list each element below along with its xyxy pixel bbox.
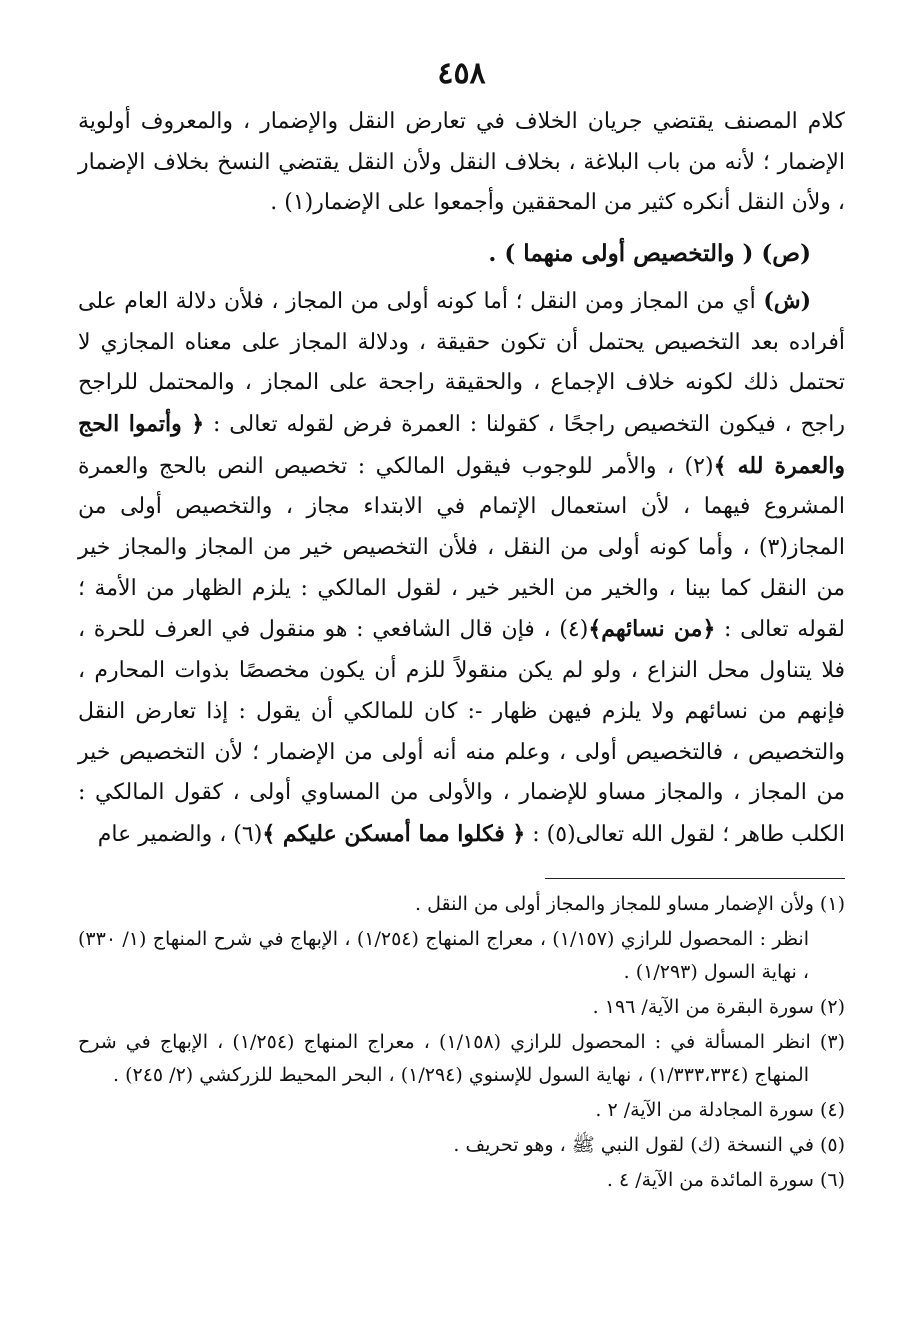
quran-quote-3: ﴿ فكلوا مما أمسكن عليكم ﴾ xyxy=(262,820,526,847)
footnote-2: (٢) سورة البقرة من الآية/ ١٩٦ . xyxy=(592,996,845,1018)
page-number: ٤٥٨ xyxy=(437,56,486,91)
paragraph-1: كلام المصنف يقتضي جريان الخلاف في تعارض النقل والإضمار ، والمعروف أولوية الإضمار ؛ لأنه من باب البلاغة ، بخلاف النقل ولأن النقل يقتضي النسخ بخلاف الإضمار ، ولأن النقل أنكره كثير من المحققين وأجمعوا على الإضمار(١) . xyxy=(78,109,846,216)
paragraph-2-part-c: (٤) ، فإن قال الشافعي : هو منقول في العرف للحرة ، فلا يتناول محل النزاع ، ولو لم يكن منقولاً للزم أن يكون مخصصًا بذوات المحارم ، فإنهم من نسائهم ولا يلزم فيهن ظهار -: كان للمالكي أن يقول : إذا تعارض النقل والتخصيص ، فالتخصيص أولى ، وعلم منه أنه أولى من الإضمار ؛ لأن التخصيص خير من المجاز ، والمجاز مساو للإضمار ، والأولى من المساوي أولى ، كقول المالكي : الكلب طاهر ؛ لقول الله تعالى(٥) : xyxy=(78,617,845,847)
quran-quote-2: ﴿من نسائهم﴾ xyxy=(588,616,716,643)
section-heading: (ص) ( والتخصيص أولى منهما ) . xyxy=(488,240,811,268)
footnote-1-continued: انظر : المحصول للرازي (١/١٥٧) ، معراج المنهاج (١/٢٥٤) ، الإبهاج في شرح المنهاج (١/ ٣٣٠) ، نهاية السول (١/٢٩٣) . xyxy=(78,928,809,983)
footnote-4: (٤) سورة المجادلة من الآية/ ٢ . xyxy=(595,1099,845,1121)
footnotes xyxy=(78,888,845,1199)
paragraph-2-part-d: (٦) ، والضمير عام xyxy=(97,821,263,847)
paragraph-2-part-a: أي من المجاز ومن النقل ؛ أما كونه أولى من المجاز ، فلأن دلالة العام على أفراده بعد التخصيص يحتمل أن تكون حقيقة ، ودلالة المجاز على معناه المجازي لا تحتمل ذلك لكونه خلاف الإجماع ، والحقيقة راجحة على المجاز ، والمحتمل للراجح راجح ، فيكون التخصيص راجحًا ، كقولنا : العمرة فرض لقوله تعالى : xyxy=(78,288,845,437)
footnote-divider xyxy=(545,878,845,879)
paragraph-2 xyxy=(78,281,845,856)
main-text xyxy=(78,102,845,856)
footnote-3: (٣) انظر المسألة في : المحصول للرازي (١/١٥٨) ، معراج المنهاج (١/٢٥٤) ، الإبهاج في شرح المنهاج (١/٣٣٣،٣٣٤) ، نهاية السول للإسنوي (١/٢٩٤) ، البحر المحيط للزركشي (٢/ ٢٤٥) . xyxy=(78,1031,845,1086)
footnote-5: (٥) في النسخة (ك) لقول النبي ﷺ ، وهو تحريف . xyxy=(453,1134,845,1156)
commentary-marker: (ش) xyxy=(763,287,811,314)
footnote-1: (١) ولأن الإضمار مساو للمجاز والمجاز أولى من النقل . xyxy=(415,893,845,915)
footnote-6: (٦) سورة المائدة من الآية/ ٤ . xyxy=(606,1169,845,1191)
quran-quote-1: ﴿ وأتموا الحج والعمرة لله ﴾ xyxy=(78,410,845,479)
paragraph-2-part-b: (٢) ، والأمر للوجوب فيقول المالكي : تخصيص النص بالحج والعمرة المشروع فيهما ، لأن استعمال الإتمام في الابتداء مجاز ، والتخصيص أولى من المجاز(٣) ، وأما كونه أولى من النقل ، فلأن التخصيص خير من المجاز والمجاز خير من النقل كما بينا ، والخير من الخير خير ، لقول المالكي : يلزم الظهار من الأمة ؛ لقوله تعالى : xyxy=(78,453,845,643)
